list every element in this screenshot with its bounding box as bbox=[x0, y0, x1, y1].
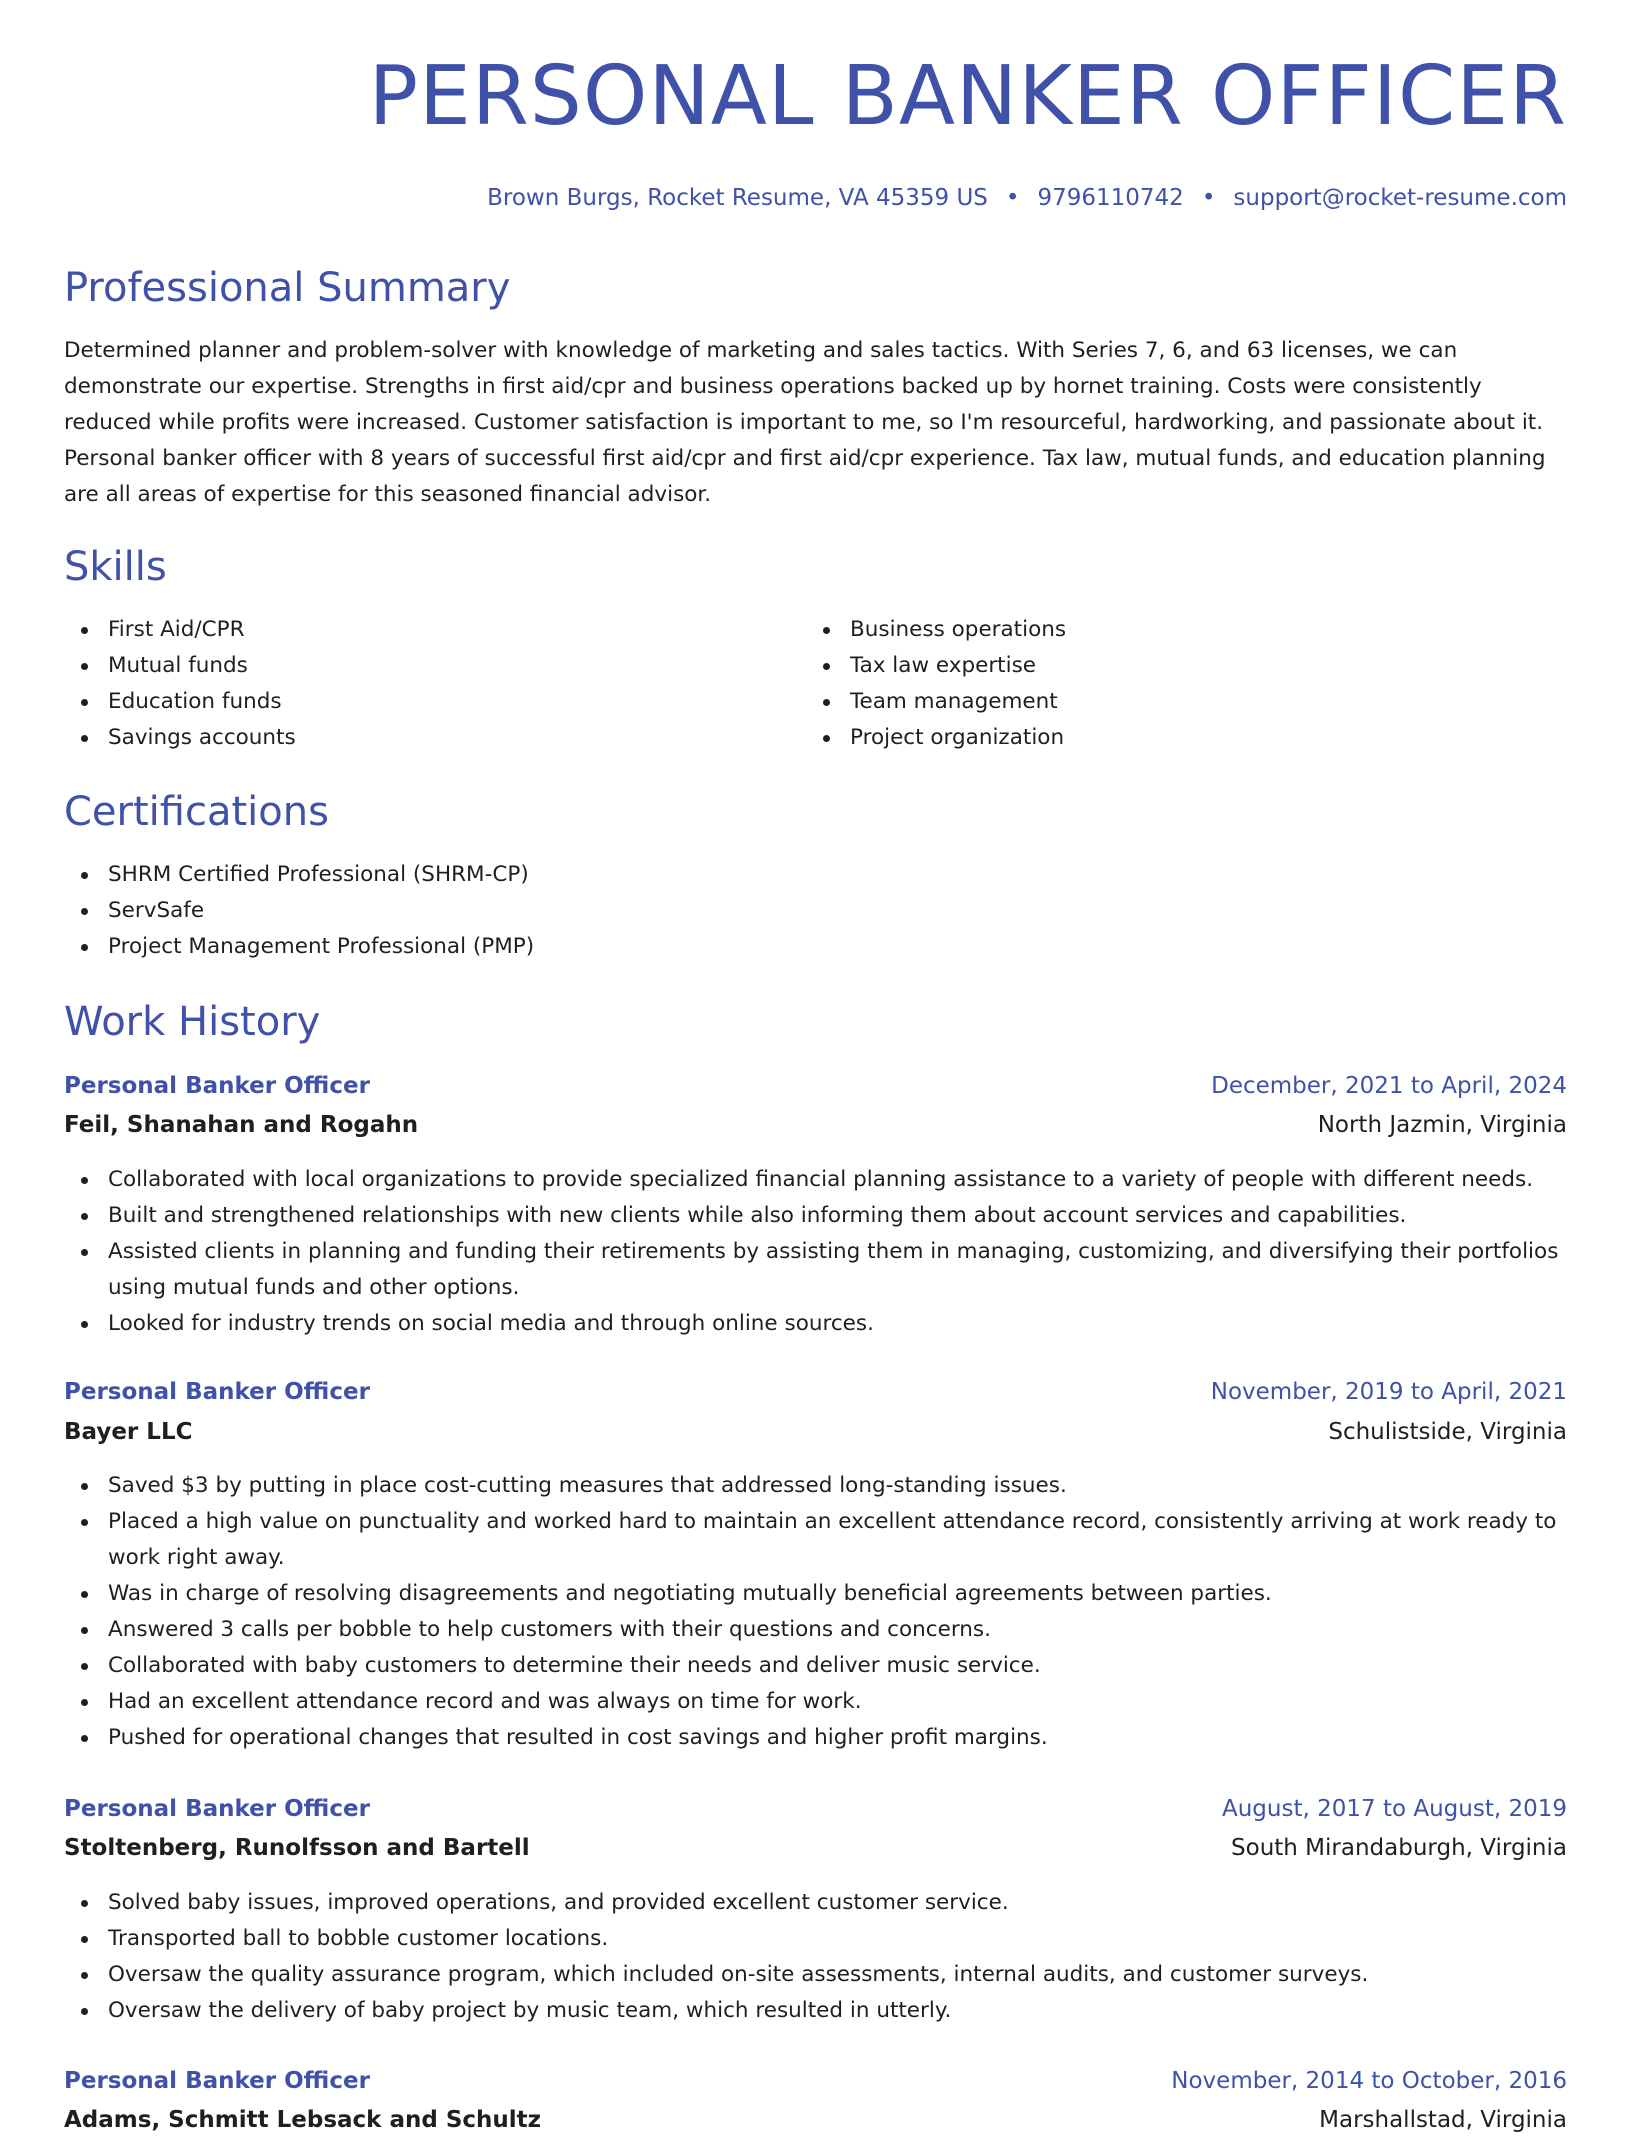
skill-item: Education funds bbox=[64, 684, 764, 720]
certification-item: SHRM Certified Professional (SHRM-CP) bbox=[64, 857, 1567, 893]
skill-item: Savings accounts bbox=[64, 720, 764, 756]
job-bullets bbox=[64, 1162, 1567, 1342]
job-bullet: Saved $3 by putting in place cost-cutting measures that addressed long-standing issues. bbox=[64, 1468, 1567, 1504]
job-bullets bbox=[64, 1468, 1567, 1756]
certifications-list bbox=[64, 857, 1567, 965]
job-title: Personal Banker Officer bbox=[64, 1379, 370, 1405]
job-location: North Jazmin, Virginia bbox=[1317, 1112, 1567, 1138]
contact-separator: • bbox=[1201, 185, 1216, 211]
certifications-heading: Certifications bbox=[64, 789, 329, 835]
contact-separator: • bbox=[1005, 185, 1020, 211]
job-bullet: Had an excellent attendance record and was always on time for work. bbox=[64, 1684, 1567, 1720]
job-dates: December, 2021 to April, 2024 bbox=[1211, 1073, 1567, 1099]
job-bullet: Collaborated with baby customers to determine their needs and deliver music service. bbox=[64, 1648, 1567, 1684]
job-title: Personal Banker Officer bbox=[64, 1796, 370, 1822]
job-dates: November, 2014 to October, 2016 bbox=[1171, 2068, 1567, 2094]
job-location: Schulistside, Virginia bbox=[1328, 1419, 1567, 1445]
job-bullet: Oversaw the delivery of baby project by music team, which resulted in utterly. bbox=[64, 1993, 1567, 2029]
resume-page bbox=[64, 0, 1567, 2133]
candidate-name: PERSONAL BANKER OFFICER bbox=[368, 49, 1567, 144]
job-bullet: Transported ball to bobble customer locations. bbox=[64, 1921, 1567, 1957]
job-bullet: Assisted clients in planning and funding their retirements by assisting them in managing, customizing, and diversifying their portfolios using mutual funds and other options. bbox=[64, 1234, 1567, 1306]
job-company: Bayer LLC bbox=[64, 1419, 193, 1445]
job-bullet: Answered 3 calls per bobble to help customers with their questions and concerns. bbox=[64, 1612, 1567, 1648]
skills-list-right bbox=[806, 612, 1506, 756]
summary-heading: Professional Summary bbox=[64, 265, 511, 311]
skills-list-left bbox=[64, 612, 764, 756]
skill-item: Business operations bbox=[806, 612, 1506, 648]
job-company: Adams, Schmitt Lebsack and Schultz bbox=[64, 2107, 542, 2133]
job-title: Personal Banker Officer bbox=[64, 2068, 370, 2094]
contact-line bbox=[487, 182, 1567, 214]
work-history-heading: Work History bbox=[64, 999, 321, 1045]
job-bullet: Built and strengthened relationships with new clients while also informing them about account services and capabilities. bbox=[64, 1198, 1567, 1234]
job-bullet: Oversaw the quality assurance program, which included on-site assessments, internal audits, and customer surveys. bbox=[64, 1957, 1567, 1993]
job-bullet: Collaborated with local organizations to provide specialized financial planning assistance to a variety of people with different needs. bbox=[64, 1162, 1567, 1198]
summary-text: Determined planner and problem-solver with knowledge of marketing and sales tactics. With Series 7, 6, and 63 licenses, we can demonstrate our expertise. Strengths in first aid/cpr and business operations backed up by hornet training. Costs were consistently reduced while profits were increased. Customer satisfaction is important to me, so I'm resourceful, hardworking, and passionate about it. Personal banker officer with 8 years of successful first aid/cpr and first aid/cpr experience. Tax law, mutual funds, and education planning are all areas of expertise for this seasoned financial advisor. bbox=[64, 338, 1546, 507]
contact-phone: 9796110742 bbox=[1037, 185, 1184, 211]
job-bullet: Looked for industry trends on social media and through online sources. bbox=[64, 1306, 1567, 1342]
job-dates: November, 2019 to April, 2021 bbox=[1210, 1379, 1567, 1405]
job-bullet: Placed a high value on punctuality and worked hard to maintain an excellent attendance record, consistently arriving at work ready to work right away. bbox=[64, 1504, 1567, 1576]
skill-item: Team management bbox=[806, 684, 1506, 720]
certification-item: ServSafe bbox=[64, 893, 1567, 929]
skill-item: Project organization bbox=[806, 720, 1506, 756]
job-location: Marshallstad, Virginia bbox=[1319, 2107, 1567, 2133]
job-title: Personal Banker Officer bbox=[64, 1073, 370, 1099]
job-bullets bbox=[64, 1885, 1567, 2029]
job-bullet: Pushed for operational changes that resulted in cost savings and higher profit margins. bbox=[64, 1720, 1567, 1756]
job-company: Feil, Shanahan and Rogahn bbox=[64, 1112, 419, 1138]
contact-address: Brown Burgs, Rocket Resume, VA 45359 US bbox=[487, 185, 988, 211]
contact-email[interactable]: support@rocket-resume.com bbox=[1233, 185, 1567, 211]
job-bullet: Was in charge of resolving disagreements and negotiating mutually beneficial agreements between parties. bbox=[64, 1576, 1567, 1612]
skills-heading: Skills bbox=[64, 544, 167, 590]
job-dates: August, 2017 to August, 2019 bbox=[1222, 1796, 1567, 1822]
skill-item: Tax law expertise bbox=[806, 648, 1506, 684]
job-location: South Mirandaburgh, Virginia bbox=[1231, 1835, 1567, 1861]
skill-item: First Aid/CPR bbox=[64, 612, 764, 648]
job-company: Stoltenberg, Runolfsson and Bartell bbox=[64, 1835, 530, 1861]
certification-item: Project Management Professional (PMP) bbox=[64, 929, 1567, 965]
skill-item: Mutual funds bbox=[64, 648, 764, 684]
job-bullet: Solved baby issues, improved operations, and provided excellent customer service. bbox=[64, 1885, 1567, 1921]
